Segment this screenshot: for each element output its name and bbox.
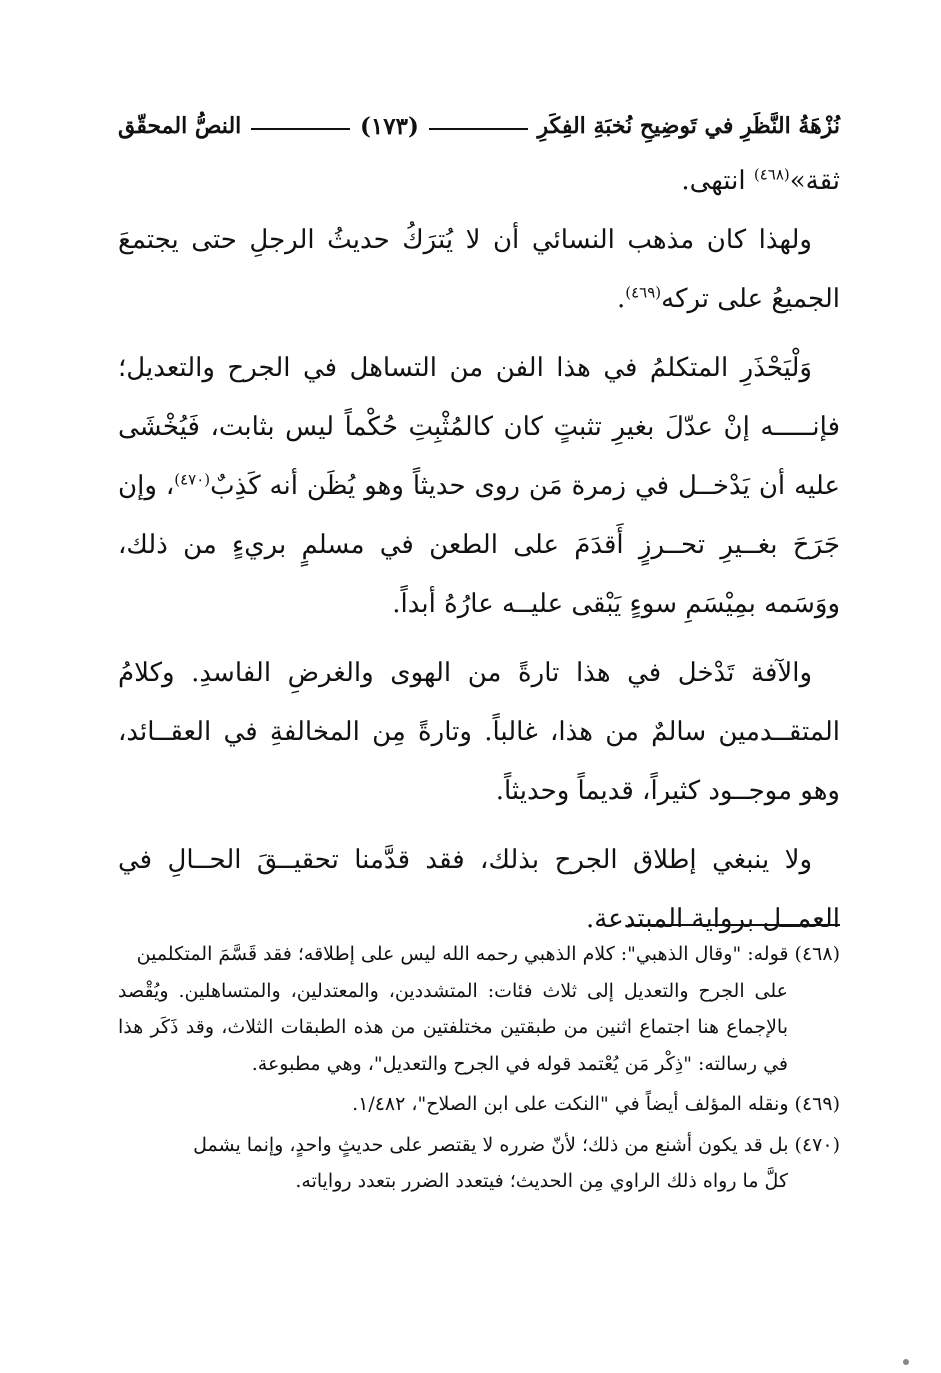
paragraph-3 <box>118 339 840 634</box>
paragraph-3-part-b: ، وإن جَرَحَ بغــيرِ تحــرزٍ أَقدَمَ على الطعن في مسلمٍ بريءٍ من ذلك، ووَسَمه بمِيْسَمِ سوءٍ يَبْقى عليــه عارُهُ أبداً. <box>118 471 840 619</box>
footnote-ref-469[interactable]: (٤٦٩) <box>625 283 662 302</box>
footnote-ref-468[interactable]: (٤٦٨) <box>753 165 790 184</box>
running-header <box>118 104 840 148</box>
paragraph-1 <box>118 152 840 211</box>
footnote-separator <box>628 924 840 926</box>
header-rule <box>429 128 528 130</box>
footnote-468 <box>118 936 840 973</box>
header-right-title: نُزْهَةُ النَّظَرِ في تَوضِيحِ نُخبَةِ الفِكَرِ <box>537 113 840 139</box>
header-left-title: النصُّ المحقّق <box>117 113 242 139</box>
footnote-468-continuation: على الجرح والتعديل إلى ثلاث فئات: المتشددين، والمعتدلين، والمتساهلين. ويُقْصد بالإجماع هنا اجتماع اثنين من طبقتين مختلفتين من هذه الطبقات الثلاث، وقد ذَكَر هذا في رسالته: "ذِكْر مَن يُعْتمد قوله في الجرح والتعديل"، وهي مطبوعة. <box>118 979 788 1075</box>
page-number: (١٧٣) <box>359 112 419 140</box>
footnote-469: (٤٦٩) ونقله المؤلف أيضاً في "النكت على ابن الصلاح"، ١/٤٨٢. <box>352 1093 840 1115</box>
paragraph-3-part-a: وَلْيَحْذَرِ المتكلمُ في هذا الفن من التساهل في الجرح والتعديل؛ فإنـــــه إنْ عدّلَ بغيرِ تثبتٍ كان كالمُثْبِتِ حُكْماً ليس بثابت، فَيُخْشَى عليه أن يَدْخــل في زمرة مَن روى حديثاً وهو يُظَن أنه كَذِبٌ <box>118 353 840 501</box>
paragraph-1-tail: انتهى. <box>681 166 754 196</box>
footnote-470-line-1: (٤٧٠) بل قد يكون أشنع من ذلك؛ لأنّ ضرره لا يقتصر على حديثٍ واحدٍ، وإنما يشمل <box>193 1133 840 1156</box>
footnotes <box>118 936 840 1200</box>
paragraph-5: ولا ينبغي إطلاق الجرح بذلك، فقد قدَّمنا تحقيــقَ الحــالِ في العمــل برواية المبتدعة. <box>118 845 840 934</box>
footnote-ref-470[interactable]: (٤٧٠) <box>174 470 211 489</box>
footnote-470 <box>118 1127 840 1164</box>
header-rule <box>251 128 350 130</box>
main-text <box>118 152 840 949</box>
footnote-468-line-1: (٤٦٨) قوله: "وقال الذهبي": كلام الذهبي رحمه الله ليس على إطلاقه؛ فقد قَسَّمَ المتكلمين <box>136 943 840 965</box>
paragraph-2-text: ولهذا كان مذهب النسائي أن لا يُترَكُ حديثُ الرجلِ حتى يجتمعَ الجميعُ على تركه <box>118 225 840 314</box>
paragraph-2-end: . <box>616 284 626 314</box>
footnote-470-continuation: كلَّ ما رواه ذلك الراوي مِن الحديث؛ فيتعدد الضرر بتعدد رواياته. <box>295 1170 788 1192</box>
paragraph-1-lead: ثقة» <box>789 166 840 196</box>
paragraph-2 <box>118 211 840 329</box>
paragraph-4: والآفة تَدْخل في هذا تارةً من الهوى والغرضِ الفاسدِ. وكلامُ المتقــدمين سالمٌ من هذا، غالباً. وتارةً مِن المخالفةِ في العقــائد، وهو موجــود كثيراً، قديماً وحديثاً. <box>118 658 840 806</box>
page-speck <box>903 1359 909 1365</box>
